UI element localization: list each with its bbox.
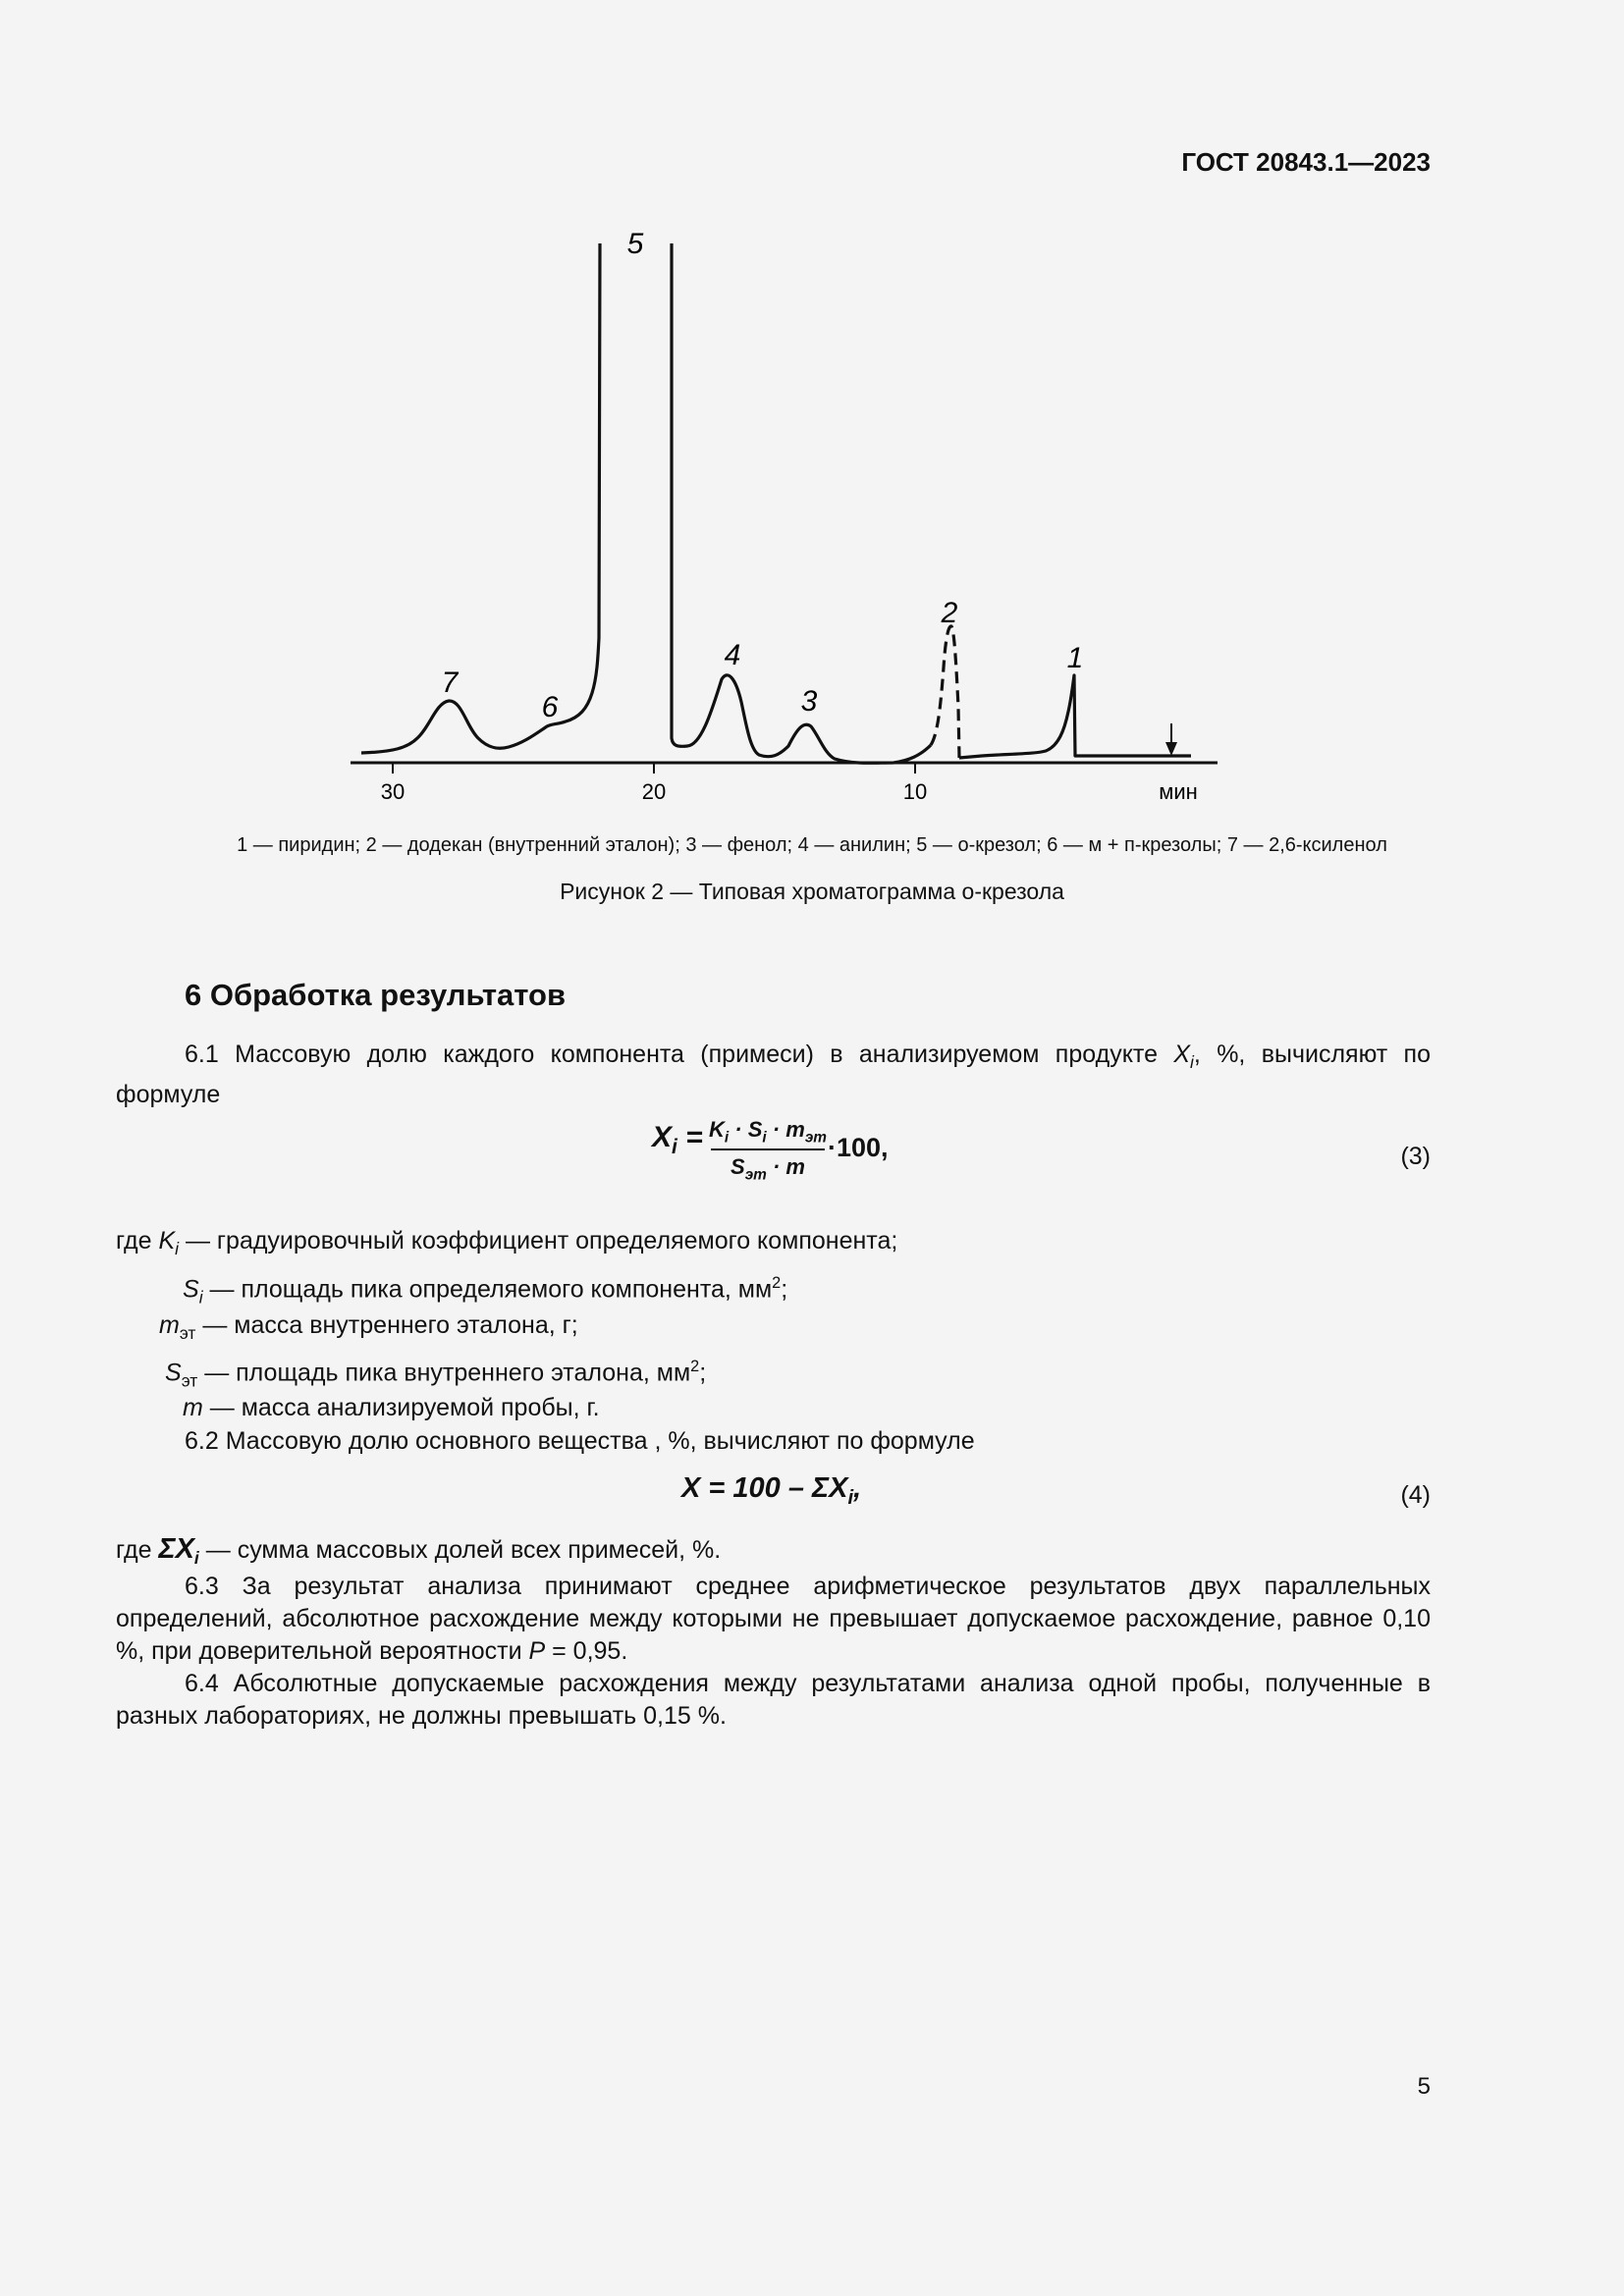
- page-number: 5: [1417, 2073, 1431, 2100]
- definition-row: где $K_i$ — градуировочный коэффициент определяемого компонента;: [116, 1227, 898, 1258]
- paragraph-text: 6.4 Абсолютные допускаемые расхождения между результатами анализа одной пробы, полученные в разных лабораториях, не должны превышать 0,15 %.: [116, 1670, 1431, 1730]
- paragraph-6-3: 6.3 За результат анализа принимают среднее арифметическое результатов двух параллельных определений, абсолютное расхождение между которыми не превышает допускаемое расхождение, равное 0,10 %, при доверительной вероятности P = 0,95.: [116, 1573, 1431, 1665]
- formula-3-denominator: $S_{эт} \cdot m$: [731, 1154, 805, 1184]
- formula-3-lhs: $X_i$ =: [652, 1121, 703, 1158]
- formula-4: $X = 100 - \Sigma X_i$,: [681, 1472, 862, 1509]
- paragraph-6-1: 6.1 Массовую долю каждого компонента (примеси) в анализируемом продукте $X_i$, %, вычисляют по формуле: [116, 1041, 1432, 1108]
- equation-number: (3): [1400, 1143, 1431, 1170]
- chromatogram-trace-dashed: [931, 626, 959, 758]
- fraction-bar: [711, 1148, 825, 1150]
- formula-3-numerator: $K_i \cdot S_i \cdot m_{эт}$: [709, 1117, 827, 1147]
- injection-arrow-head: [1165, 742, 1177, 756]
- peak-label-1: 1: [1066, 642, 1084, 674]
- paragraph-text: , %, вычисляют по формуле: [116, 1041, 1432, 1108]
- figure-legend: 1 — пиридин; 2 — додекан (внутренний эталон); 3 — фенол; 4 — анилин; 5 — о-крезол; 6 — м + п-крезолы; 7 — 2,6-ксиленол: [237, 834, 1387, 856]
- peak-label-6: 6: [541, 691, 559, 723]
- formula-3-multiplier: ·100,: [828, 1133, 889, 1162]
- paragraph-6-4: [116, 1668, 1431, 1733]
- x-tick-label: 10: [902, 779, 928, 804]
- paragraph-text: 6.1 Массовую долю каждого компонента (примеси) в анализируемом продукте: [185, 1041, 1158, 1068]
- chromatogram-trace: [959, 675, 1191, 758]
- x-tick-label: 30: [380, 779, 406, 804]
- figure-caption: Рисунок 2 — Типовая хроматограмма о-крезола: [560, 879, 1064, 904]
- document-code: ГОСТ 20843.1—2023: [1181, 147, 1431, 177]
- paragraph-text: 6.3 За результат анализа принимают среднее арифметическое результатов двух параллельных определений, абсолютное расхождение между которыми не превышает допускаемое расхождение, равное 0,10 %, при доверительной вероятности: [116, 1573, 1431, 1665]
- definition-row: $S_i$ — площадь пика определяемого компонента, $мм^2$;: [183, 1274, 788, 1308]
- definition-row: m — масса анализируемой пробы, г.: [183, 1394, 600, 1421]
- x-tick-label: 20: [641, 779, 667, 804]
- definition-row: $m_{эт}$ — масса внутреннего эталона, г;: [159, 1311, 578, 1343]
- definition-row: где $\Sigma X_i$ — сумма массовых долей всех примесей, %.: [116, 1533, 722, 1568]
- definition-row: $S_{эт}$ — площадь пика внутреннего эталона, $мм^2$;: [165, 1358, 707, 1391]
- paragraph-6-2: [116, 1425, 1431, 1458]
- peak-label-2: 2: [941, 597, 958, 629]
- chromatogram-figure: [0, 0, 1624, 825]
- equation-number: (4): [1400, 1481, 1431, 1509]
- peak-label-7: 7: [441, 667, 459, 699]
- peak-label-4: 4: [724, 639, 741, 671]
- peak-label-5: 5: [626, 228, 644, 260]
- x-unit-label: мин: [1159, 779, 1198, 804]
- chromatogram-trace: [361, 243, 600, 753]
- paragraph-text: 6.2 Массовую долю основного вещества , %, вычисляют по формуле: [185, 1427, 975, 1455]
- peak-label-3: 3: [800, 685, 818, 718]
- section-heading: 6 Обработка результатов: [185, 978, 567, 1012]
